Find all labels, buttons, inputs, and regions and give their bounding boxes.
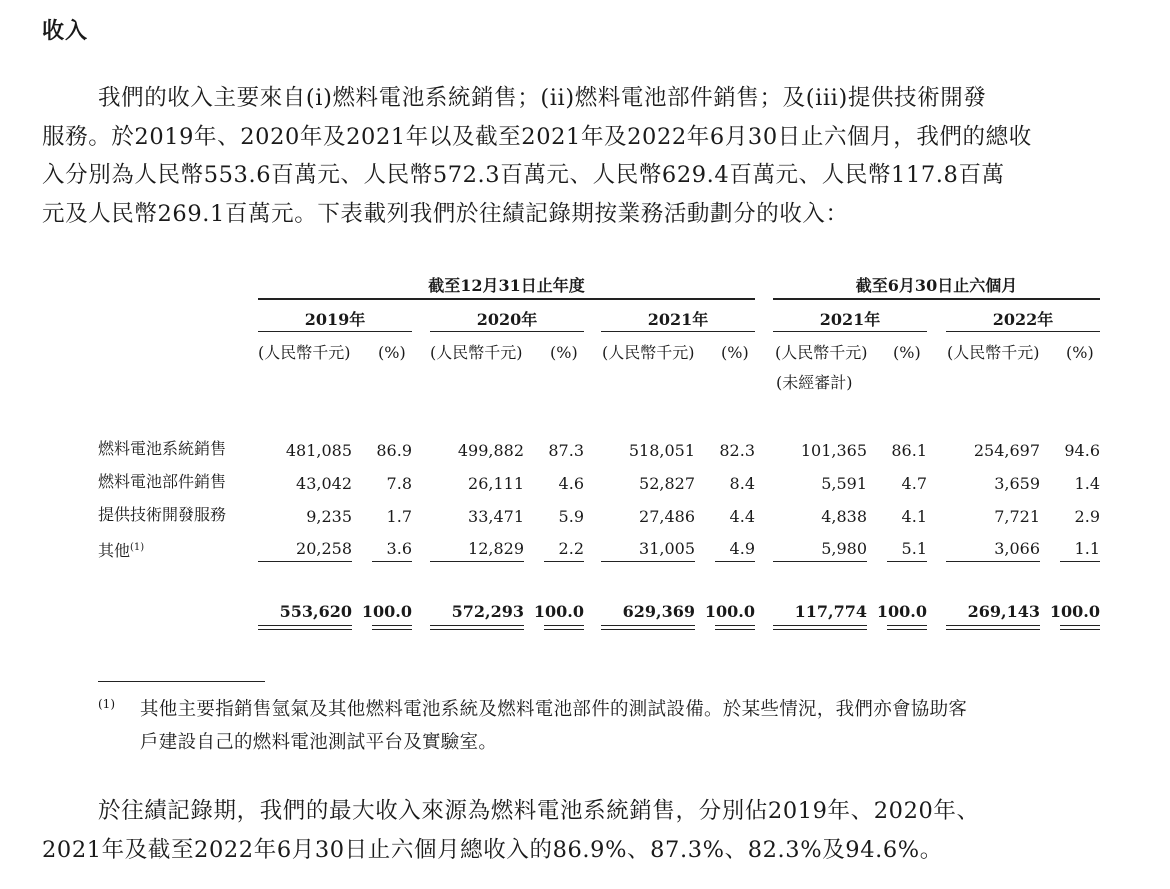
- total-double-rule: [372, 629, 412, 630]
- closing-line-1: 於往績記錄期，我們的最大收入來源為燃料電池系統銷售，分別佔2019年、2020年、: [98, 798, 980, 824]
- table-cell: 481,085: [285, 441, 352, 460]
- table-cell: 1.4: [1074, 474, 1100, 493]
- footnote-reference: (1): [130, 542, 145, 553]
- unit-pct-header: (%): [1066, 343, 1094, 362]
- table-cell: 4.1: [901, 507, 927, 526]
- table-cell: 518,051: [628, 441, 695, 460]
- total-double-rule: [946, 629, 1040, 630]
- table-cell: 2.2: [558, 539, 584, 558]
- total-double-rule: [544, 629, 584, 630]
- closing-line-2: 2021年及截至2022年6月30日止六個月總收入的86.9%、87.3%、82.3%及94.6%。: [42, 836, 943, 863]
- table-cell: 94.6: [1064, 441, 1100, 460]
- table-cell: 1.1: [1074, 539, 1100, 558]
- unit-rmb-header: (人民幣千元): [947, 343, 1040, 362]
- total-cell: 100.0: [1049, 602, 1100, 621]
- total-cell: 100.0: [704, 602, 755, 621]
- table-cell: 5,980: [821, 539, 867, 558]
- total-double-rule: [1060, 625, 1100, 626]
- year-rule: [773, 331, 927, 332]
- total-cell: 100.0: [876, 602, 927, 621]
- footnote-line-2: 戶建設自己的燃料電池測試平台及實驗室。: [140, 732, 498, 753]
- total-cell: 553,620: [279, 602, 352, 621]
- subtotal-rule: [1060, 561, 1100, 562]
- total-double-rule: [258, 625, 352, 626]
- year-header: 2021年: [819, 310, 881, 329]
- total-double-rule: [715, 625, 755, 626]
- intro-line-1: 我們的收入主要來自(i)燃料電池系統銷售；(ii)燃料電池部件銷售；及(iii)提供技術開發: [98, 85, 987, 111]
- footnote-line-1: 其他主要指銷售氫氣及其他燃料電池系統及燃料電池部件的測試設備。於某些情況，我們亦會協助客: [140, 699, 968, 720]
- table-cell: 254,697: [973, 441, 1040, 460]
- group-header-year-ended: 截至12月31日止年度: [428, 276, 585, 295]
- year-header: 2021年: [647, 310, 709, 329]
- intro-line-2: 服務。於2019年、2020年及2021年以及截至2021年及2022年6月30日止六個月，我們的總收: [42, 123, 1032, 150]
- unit-pct-header: (%): [721, 343, 749, 362]
- year-rule: [430, 331, 584, 332]
- subtotal-rule: [601, 561, 695, 562]
- unit-pct-header: (%): [550, 343, 578, 362]
- row-label-text: 其他: [98, 541, 131, 560]
- table-cell: 26,111: [468, 474, 524, 493]
- table-cell: 82.3: [719, 441, 755, 460]
- group-rule-year: [258, 298, 755, 300]
- intro-line-4: 元及人民幣269.1百萬元。下表載列我們於往績記錄期按業務活動劃分的收入：: [42, 200, 849, 227]
- table-cell: 4.7: [901, 474, 927, 493]
- row-label: 燃料電池部件銷售: [98, 472, 227, 491]
- table-cell: 27,486: [639, 507, 695, 526]
- unit-pct-header: (%): [378, 343, 406, 362]
- unit-rmb-header: (人民幣千元): [602, 343, 695, 362]
- year-header: 2020年: [476, 310, 538, 329]
- total-double-rule: [544, 625, 584, 626]
- unit-rmb-header: (人民幣千元): [258, 343, 351, 362]
- subtotal-rule: [430, 561, 524, 562]
- unaudited-note: (未經審計): [776, 373, 853, 392]
- table-cell: 5,591: [821, 474, 867, 493]
- subtotal-rule: [544, 561, 584, 562]
- table-cell: 4.9: [729, 539, 755, 558]
- total-cell: 269,143: [967, 602, 1040, 621]
- table-cell: 2.9: [1074, 507, 1100, 526]
- year-header: 2022年: [992, 310, 1054, 329]
- year-header: 2019年: [304, 310, 366, 329]
- table-cell: 52,827: [639, 474, 695, 493]
- intro-paragraph: [42, 79, 1114, 233]
- subtotal-rule: [773, 561, 867, 562]
- total-cell: 100.0: [361, 602, 412, 621]
- year-rule: [601, 331, 755, 332]
- total-double-rule: [715, 629, 755, 630]
- year-rule: [258, 331, 412, 332]
- footnote-mark: (1): [98, 697, 115, 711]
- table-cell: 7.8: [386, 474, 412, 493]
- year-rule: [946, 331, 1100, 332]
- table-cell: 86.9: [376, 441, 412, 460]
- subtotal-rule: [715, 561, 755, 562]
- total-double-rule: [601, 629, 695, 630]
- table-cell: 3,066: [994, 539, 1040, 558]
- unit-pct-header: (%): [893, 343, 921, 362]
- table-cell: 12,829: [468, 539, 524, 558]
- table-cell: 3,659: [994, 474, 1040, 493]
- table-cell: 5.1: [901, 539, 927, 558]
- table-cell: 33,471: [468, 507, 524, 526]
- group-header-six-months: 截至6月30日止六個月: [855, 276, 1018, 295]
- row-label: 提供技術開發服務: [98, 505, 227, 524]
- subtotal-rule: [946, 561, 1040, 562]
- section-heading: 收入: [42, 18, 89, 44]
- subtotal-rule: [258, 561, 352, 562]
- table-cell: 7,721: [994, 507, 1040, 526]
- total-double-rule: [773, 629, 867, 630]
- closing-paragraph: [42, 792, 1114, 869]
- table-cell: 4,838: [821, 507, 867, 526]
- total-double-rule: [430, 625, 524, 626]
- table-cell: 31,005: [639, 539, 695, 558]
- total-double-rule: [372, 625, 412, 626]
- total-double-rule: [601, 625, 695, 626]
- footnote-separator: [98, 681, 265, 682]
- total-double-rule: [430, 629, 524, 630]
- subtotal-rule: [887, 561, 927, 562]
- total-cell: 629,369: [622, 602, 695, 621]
- total-cell: 572,293: [451, 602, 524, 621]
- table-cell: 5.9: [558, 507, 584, 526]
- table-cell: 3.6: [386, 539, 412, 558]
- total-double-rule: [258, 629, 352, 630]
- unit-rmb-header: (人民幣千元): [775, 343, 868, 362]
- intro-line-3: 入分別為人民幣553.6百萬元、人民幣572.3百萬元、人民幣629.4百萬元、人民幣117.8百萬: [42, 162, 1005, 188]
- footnote-text: [140, 693, 1105, 759]
- table-cell: 86.1: [891, 441, 927, 460]
- total-cell: 100.0: [533, 602, 584, 621]
- total-cell: 117,774: [794, 602, 867, 621]
- table-cell: 499,882: [457, 441, 524, 460]
- row-label: [98, 538, 144, 561]
- total-double-rule: [887, 629, 927, 630]
- table-cell: 1.7: [386, 507, 412, 526]
- table-cell: 4.6: [558, 474, 584, 493]
- table-cell: 8.4: [729, 474, 755, 493]
- table-cell: 101,365: [800, 441, 867, 460]
- unit-rmb-header: (人民幣千元): [430, 343, 523, 362]
- total-double-rule: [946, 625, 1040, 626]
- row-label: 燃料電池系統銷售: [98, 439, 227, 458]
- total-double-rule: [1060, 629, 1100, 630]
- table-cell: 20,258: [296, 539, 352, 558]
- table-cell: 9,235: [306, 507, 352, 526]
- group-rule-six: [773, 298, 1100, 300]
- table-cell: 43,042: [296, 474, 352, 493]
- table-cell: 87.3: [548, 441, 584, 460]
- table-cell: 4.4: [729, 507, 755, 526]
- total-double-rule: [773, 625, 867, 626]
- total-double-rule: [887, 625, 927, 626]
- subtotal-rule: [372, 561, 412, 562]
